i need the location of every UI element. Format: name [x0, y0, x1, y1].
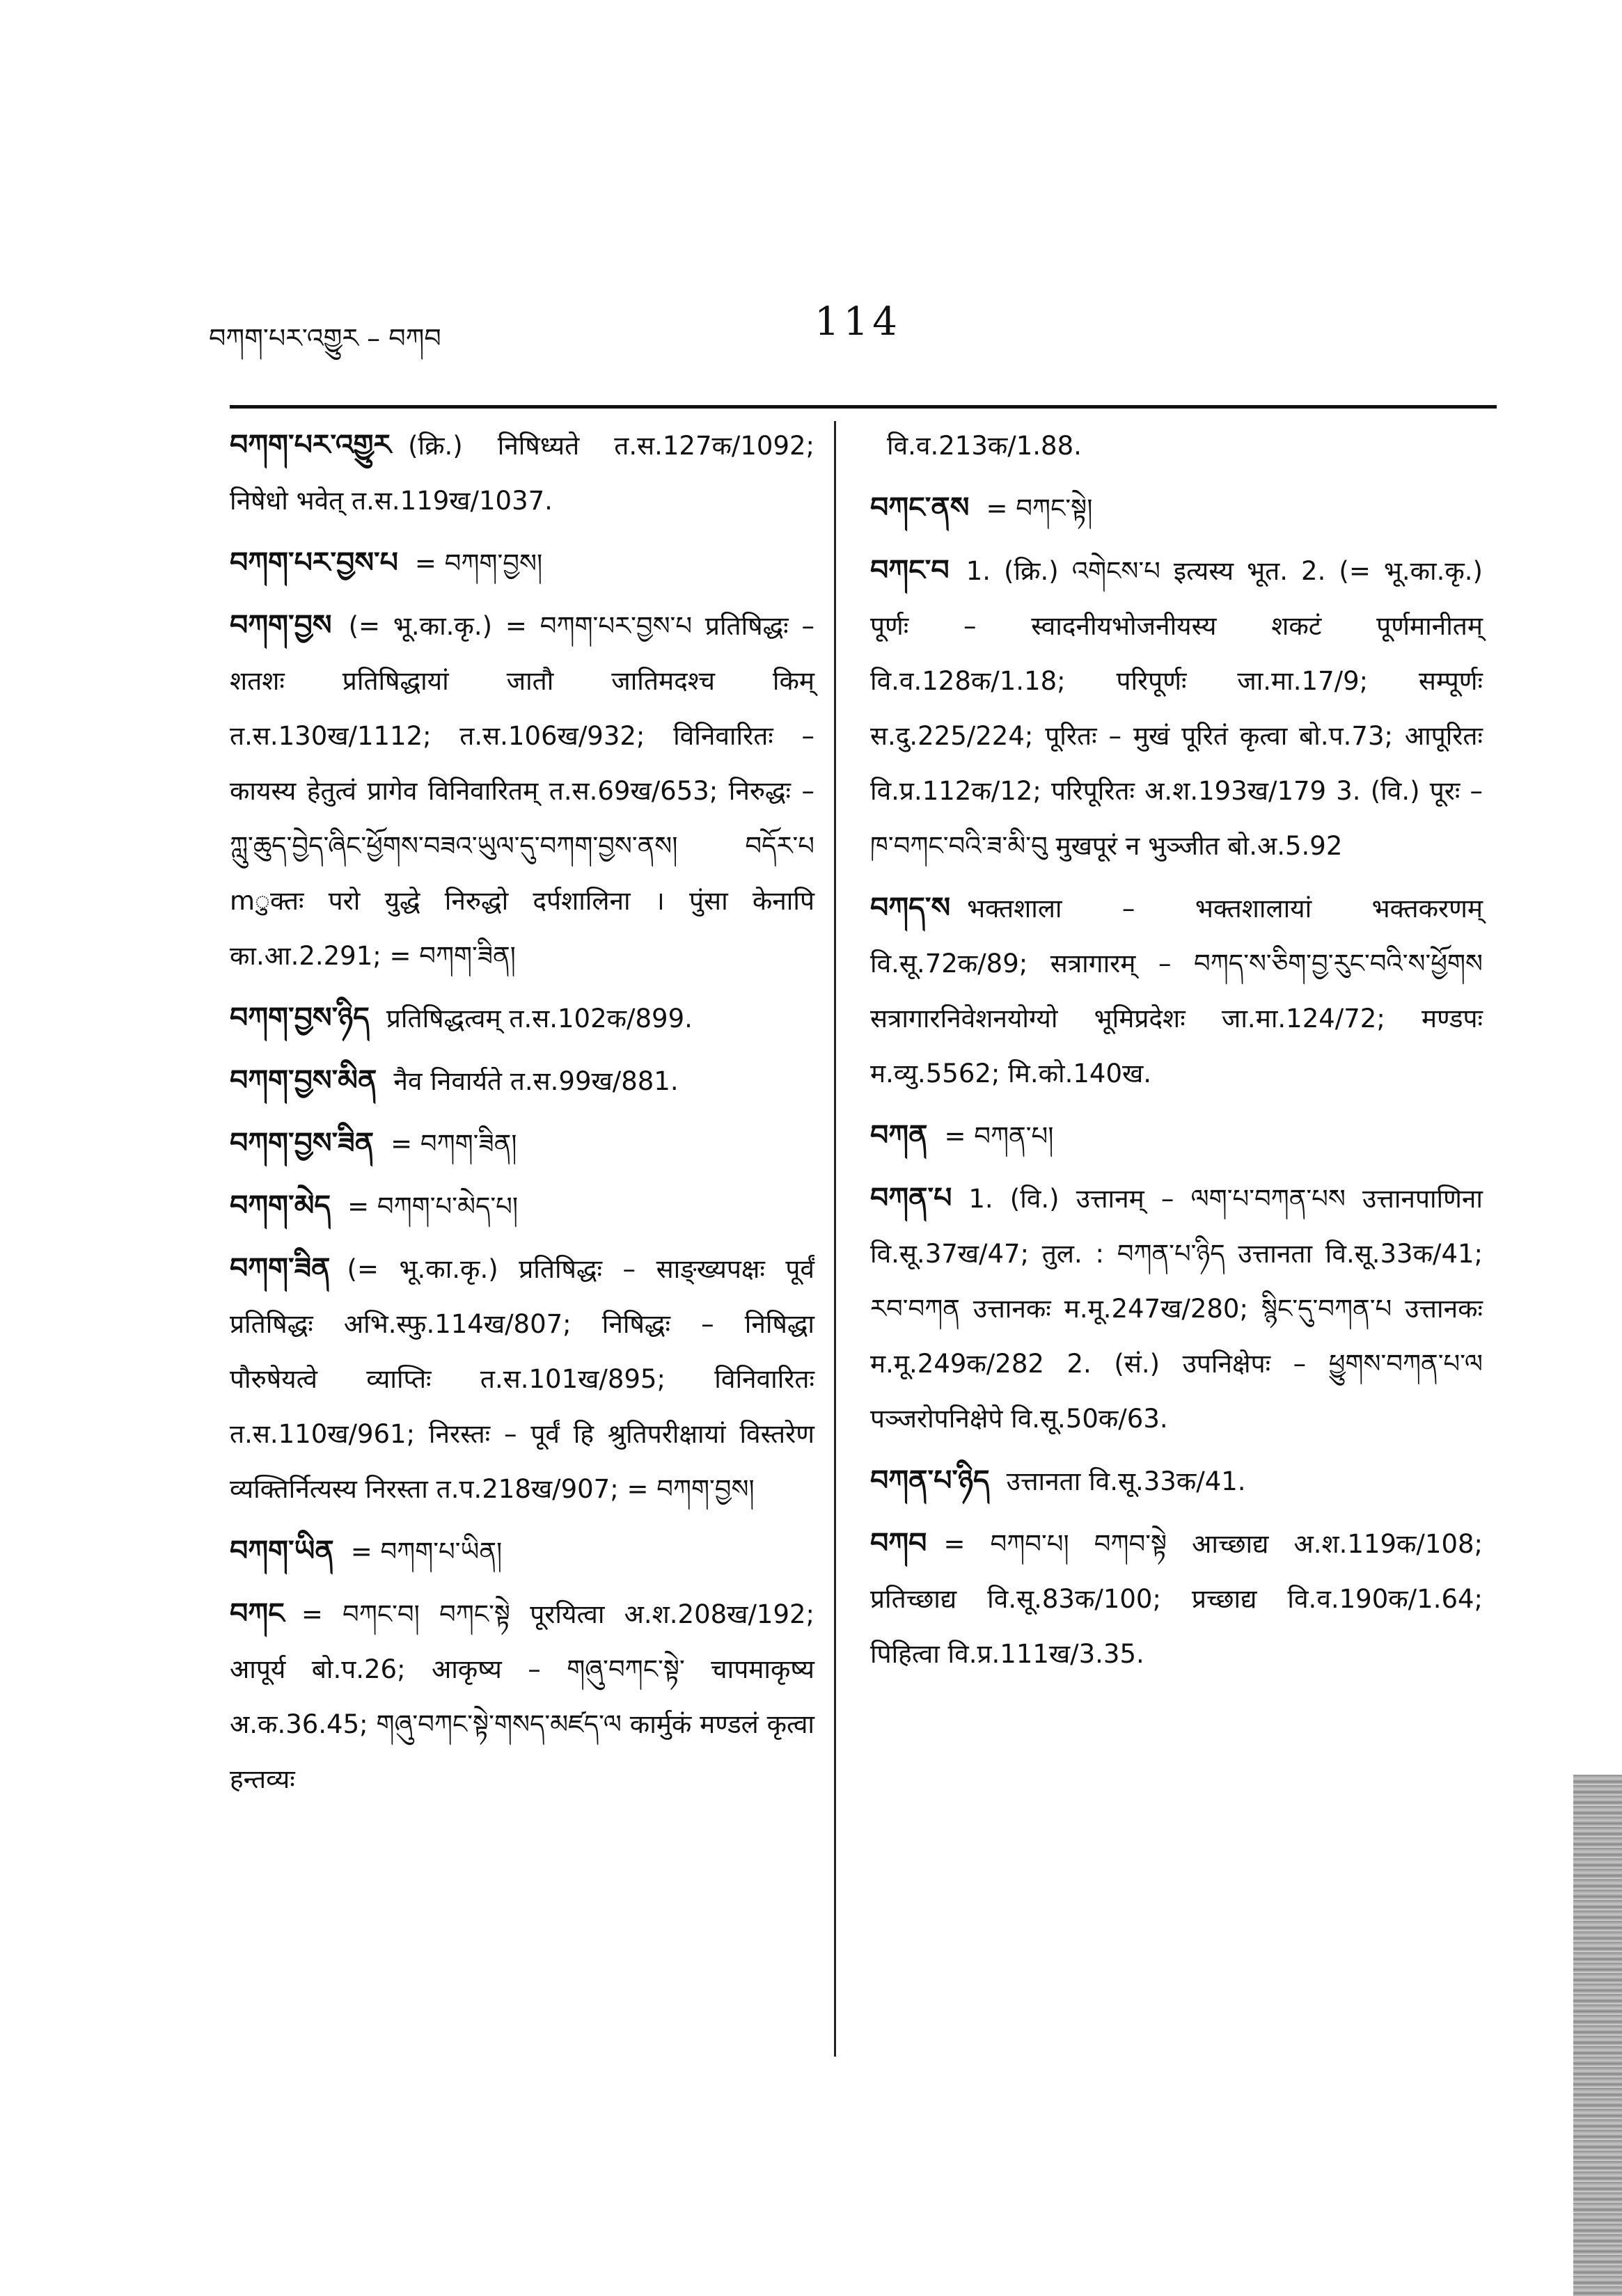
- dictionary-entry: [870, 1108, 1483, 1164]
- headword: བཀན: [870, 1118, 928, 1152]
- entry-text: (= भू.का.कृ.) प्रतिषिद्धः – साङ्ख्यपक्षः पूर्वं प्रतिषिद्धः अभि.स्फु.114ख/807; निषिद्धः – निषिद्धा पौरुषेयत्वे व्याप्तिः त.स.101ख/895; विनिवारितः त.स.110ख/961; निरस्तः – पूर्वं हि श्रुतिपरीक्षायां विस्तरेण व्यक्तिर्नित्यस्य निरस्ता त.प.218ख/907; = བཀག་བྱས།: [230, 1254, 814, 1504]
- dictionary-entry: [870, 418, 1483, 473]
- headword: བཀན་པ་ཉིད: [870, 1464, 990, 1497]
- entry-text: (= भू.का.कृ.) = བཀག་པར་བྱས་པ प्रतिषिद्धः – शतशः प्रतिषिद्धायां जातौ जातिमदश्च किम् त.स.130ख/1112; त.स.106ख/932; विनिवारितः – कायस्य हेतुत्वं प्रागेव विनिवारितम् त.स.69ख/653; निरुद्धः – ཀླུ་ཆུད་བྱེད་ཞིང་ཕྱོགས་བཟའ་ཡུལ་དུ་བཀག་བྱས་ནས། བདོར་པ mुक्तः परो युद्धे निरुद्धो दर्पशालिना । पुंसा केनापि का.आ.2.291; = བཀག་ཟིན།: [230, 611, 814, 971]
- headword: བཀག་བྱས་མིན: [230, 1063, 377, 1097]
- dictionary-entry: [230, 598, 814, 983]
- headword: བཀག་བྱས་ཉིད: [230, 1001, 370, 1034]
- entry-text: (क्रि.) निषिध्यते त.स.127क/1092; निषेधो भवेत् त.स.119ख/1037.: [230, 431, 814, 516]
- dictionary-entry: [230, 1053, 814, 1109]
- entry-text: = བཀག་པ་མེད་པ།: [347, 1191, 519, 1221]
- dictionary-entry: [230, 1241, 814, 1517]
- entry-text: उत्तानता वि.सू.33क/41.: [1006, 1466, 1246, 1496]
- page-number: 114: [814, 299, 901, 345]
- entry-text: = བཀང་བ། བཀང་སྟེ पूरयित्वा अ.श.208ख/192; आपूर्य बो.प.26; आकृष्य – གཞུ་བཀང་སྟེ་ चापमाकृष्य अ.क.36.45; གཞུ་བཀང་སྟེ་གསད་མཛད་ལ कार्मुकं मण्डलं कृत्वा हन्तव्यः: [230, 1599, 814, 1794]
- entry-text: = བཀབ་པ། བཀབ་སྟེ आच्छाद्य अ.श.119क/108; प्रतिच्छाद्य वि.सू.83क/100; प्रच्छाद्य वि.व.190क/1.64; पिहित्वा वि.प्र.111ख/3.35.: [870, 1529, 1483, 1669]
- dictionary-entry: [870, 543, 1483, 873]
- entry-text: वि.व.213क/1.88.: [887, 431, 1082, 461]
- dictionary-entry: [230, 418, 814, 528]
- headword: བཀག་ཟིན: [230, 1251, 331, 1285]
- headword: བཀང་ནས: [870, 491, 970, 524]
- entry-text: 1. (क्रि.) འགེངས་པ इत्यस्य भूत. 2. (= भू.का.कृ.) पूर्णः – स्वादनीयभोजनीयस्य शकटं पूर्णमानीतम् वि.व.128क/1.18; परिपूर्णः जा.मा.17/9; सम्पूर्णः स.दु.225/224; पूरितः – मुखं पूरितं कृत्वा बो.प.73; आपूरितः वि.प्र.112क/12; परिपूरितः अ.श.193ख/179 3. (वि.) पूरः – ཁ་བཀང་བའི་ཟ་མི་བུ मुखपूरं न भुञ्जीत बो.अ.5.92: [870, 556, 1483, 861]
- entry-text: प्रतिषिद्धत्वम् त.स.102क/899.: [386, 1004, 693, 1034]
- entry-text: भक्तशाला – भक्तशालायां भक्तकरणम् वि.सू.72क/89; सत्रागारम् – བཀད་ས་ཅིག་བྱ་རུང་བའི་ས་ཕྱོགས सत्रागारनिवेशनयोग्यो भूमिप्रदेशः जा.मा.124/72; मण्डपः म.व्यु.5562; मि.को.140ख.: [870, 894, 1483, 1088]
- scan-edge-artifact: [1573, 1775, 1622, 2296]
- entry-text: नैव निवार्यते त.स.99ख/881.: [393, 1066, 679, 1096]
- entry-text: = བཀག་ཟིན།: [391, 1129, 517, 1159]
- entry-text: = བཀན་པ།: [944, 1121, 1054, 1151]
- dictionary-entry: [230, 1116, 814, 1171]
- header-rule: [230, 405, 1497, 409]
- headword: བཀན་པ: [870, 1181, 952, 1214]
- entry-text: = བཀང་སྟེ།: [986, 493, 1093, 523]
- headword: བཀག་བྱས་ཟིན: [230, 1126, 375, 1159]
- dictionary-entry: [870, 1516, 1483, 1681]
- dictionary-entry: [230, 1523, 814, 1579]
- dictionary-entry: [230, 1178, 814, 1234]
- entry-text: 1. (वि.) उत्तानम् – ལག་པ་བཀན་པས उत्तानपाणिना वि.सू.37ख/47; तुल. : བཀན་པ་ཉིད उत्तानता वि.सू.33क/41; རབ་བཀན उत्तानकः म.मू.247ख/280; སྙིང་དུ་བཀན་པ उत्तानकः म.मू.249क/282 2. (सं.) उपनिक्षेपः – ཕྱུགས་བཀན་པ་ལ पञ्जरोपनिक्षेपे वि.सू.50क/63.: [870, 1184, 1483, 1434]
- running-head: བཀག་པར་འགྱུར – བཀབ: [209, 323, 441, 354]
- right-column: [870, 418, 1483, 1688]
- headword: བཀད་ས: [870, 891, 951, 924]
- dictionary-entry: [870, 880, 1483, 1101]
- dictionary-entry: [870, 480, 1483, 536]
- dictionary-entry: [230, 990, 814, 1046]
- left-column: [230, 418, 814, 1814]
- page-header: [209, 299, 1497, 362]
- entry-text: = བཀག་པ་ཡིན།: [350, 1537, 503, 1567]
- dictionary-entry: [870, 1171, 1483, 1446]
- dictionary-entry: [230, 1586, 814, 1807]
- headword: བཀག་བྱས: [230, 608, 332, 642]
- column-divider: [834, 421, 836, 2057]
- entry-text: = བཀག་བྱས།: [414, 548, 543, 578]
- headword: བཀག་མེད: [230, 1189, 331, 1222]
- dictionary-entry: [870, 1453, 1483, 1509]
- headword: བཀག་ཡིན: [230, 1534, 334, 1567]
- headword: བཀབ: [870, 1526, 927, 1560]
- headword: བཀག་པར་བྱས་པ: [230, 546, 398, 579]
- headword: བཀག་པར་འགྱུར: [230, 428, 392, 461]
- headword: བཀང: [230, 1597, 285, 1630]
- headword: བཀང་བ: [870, 553, 950, 587]
- dictionary-entry: [230, 535, 814, 591]
